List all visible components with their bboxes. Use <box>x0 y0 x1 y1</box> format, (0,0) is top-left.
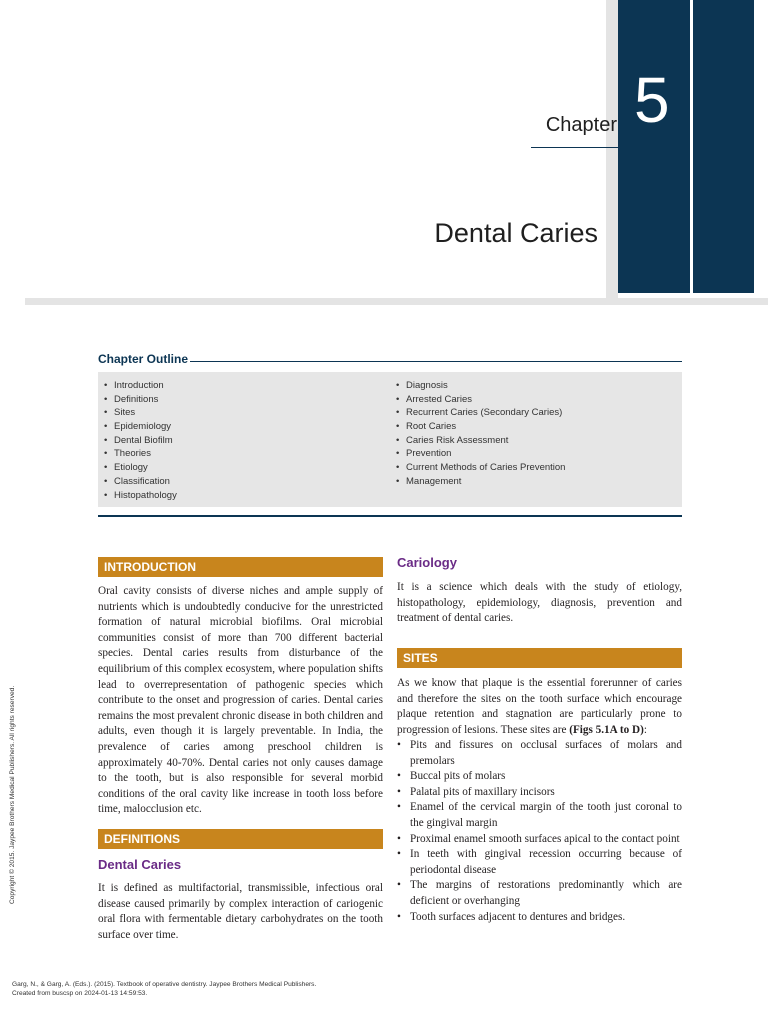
outline-item: • Management <box>392 475 565 489</box>
sites-intro-paragraph <box>397 676 682 738</box>
copyright-sidenote <box>0 636 18 904</box>
outline-item: • Arrested Caries <box>392 393 565 407</box>
outline-item: • Recurrent Caries (Secondary Caries) <box>392 406 565 420</box>
outline-heading: Chapter Outline <box>98 352 189 366</box>
outline-item: • Introduction <box>100 379 177 393</box>
outline-bottom-rule <box>98 515 682 517</box>
list-item: • Palatal pits of maxillary incisors <box>397 785 682 801</box>
outline-item: • Prevention <box>392 447 565 461</box>
cariology-subheading: Cariology <box>397 555 457 570</box>
outline-item: • Root Caries <box>392 420 565 434</box>
sites-heading: SITES <box>397 648 682 668</box>
sites-intro-colon: : <box>643 723 647 736</box>
copyright-text: Copyright © 2015. Jaypee Brothers Medical Publishers. All rights reserved. <box>9 685 16 904</box>
outline-item: • Epidemiology <box>100 420 177 434</box>
definitions-heading: DEFINITIONS <box>98 829 383 849</box>
outline-item: • Definitions <box>100 393 177 407</box>
outline-item: • Diagnosis <box>392 379 565 393</box>
sites-intro-text: As we know that plaque is the essential forerunner of caries and therefore the sites on the tooth surface which encourage plaque retention and stagnation are particularly prone to progression of lesions. These sites are <box>397 677 682 736</box>
header-band-separator <box>690 0 693 293</box>
cariology-paragraph: It is a science which deals with the study of etiology, histopathology, epidemiology, diagnosis, prevention and treatment of dental caries. <box>397 581 682 625</box>
created-line: Created from buscsp on 2024-01-13 14:59:53. <box>12 990 148 997</box>
outline-list-left <box>100 379 177 502</box>
outline-list-right <box>392 379 565 489</box>
header-band-light <box>606 0 618 298</box>
definition-paragraph: It is defined as multifactorial, transmissible, infectious oral disease caused primarily by complex interaction of cariogenic oral flora with fermentable dietary carbohydrates on the tooth surface over time. <box>98 882 383 941</box>
outline-item: • Dental Biofilm <box>100 434 177 448</box>
outline-item: • Caries Risk Assessment <box>392 434 565 448</box>
figure-reference: (Figs 5.1A to D) <box>569 723 644 736</box>
header-rule <box>25 298 768 305</box>
outline-item: • Etiology <box>100 461 177 475</box>
introduction-heading: INTRODUCTION <box>98 557 383 577</box>
outline-item: • Histopathology <box>100 489 177 503</box>
chapter-label: Chapter <box>545 114 617 136</box>
list-item: • Buccal pits of molars <box>397 769 682 785</box>
header-band-dark <box>618 0 754 293</box>
chapter-label-underline <box>531 147 618 148</box>
list-item: • Pits and fissures on occlusal surfaces of molars and premolars <box>397 738 682 769</box>
list-item: • In teeth with gingival recession occurring because of periodontal disease <box>397 847 682 878</box>
list-item: • Tooth surfaces adjacent to dentures and bridges. <box>397 910 682 926</box>
list-item: • Enamel of the cervical margin of the tooth just coronal to the gingival margin <box>397 800 682 831</box>
dental-caries-subheading: Dental Caries <box>98 857 182 872</box>
outline-item: • Classification <box>100 475 177 489</box>
citation-line: Garg, N., & Garg, A. (Eds.). (2015). Textbook of operative dentistry. Jaypee Brothers Medical Publishers. <box>12 981 317 988</box>
list-item: • Proximal enamel smooth surfaces apical to the contact point <box>397 832 682 848</box>
outline-item: • Sites <box>100 406 177 420</box>
citation-footer <box>12 980 316 998</box>
outline-heading-rule <box>190 361 682 362</box>
chapter-number: 5 <box>634 64 670 136</box>
sites-list <box>397 738 682 925</box>
outline-item: • Theories <box>100 447 177 461</box>
outline-item: • Current Methods of Caries Prevention <box>392 461 565 475</box>
outline-box <box>98 372 682 507</box>
chapter-title: Dental Caries <box>434 218 598 248</box>
list-item: • The margins of restorations predominantly which are deficient or overhanging <box>397 878 682 909</box>
introduction-paragraph: Oral cavity consists of diverse niches and ample supply of nutrients which is undoubtedly conducive for the unrestricted formation of natural microbial biofilms. Oral microbial communities consist of more than 700 different bacterial species. Dental caries results from disturbance of the equilibrium of this complex ecosystem, where population shifts lead to overrepresentation of pathogenic species which contribute to the onset and progression of caries. Dental caries remains the most prevalent chronic disease in both children and adults, even though it is largely preventable. In India, the prevalence of caries among preschool children is approximately 40-70%. Dental caries not only causes damage to the tooth, but is also responsible for several morbid conditions of the oral cavity like increase in tooth loss before time, malocclusion etc. <box>98 585 383 816</box>
